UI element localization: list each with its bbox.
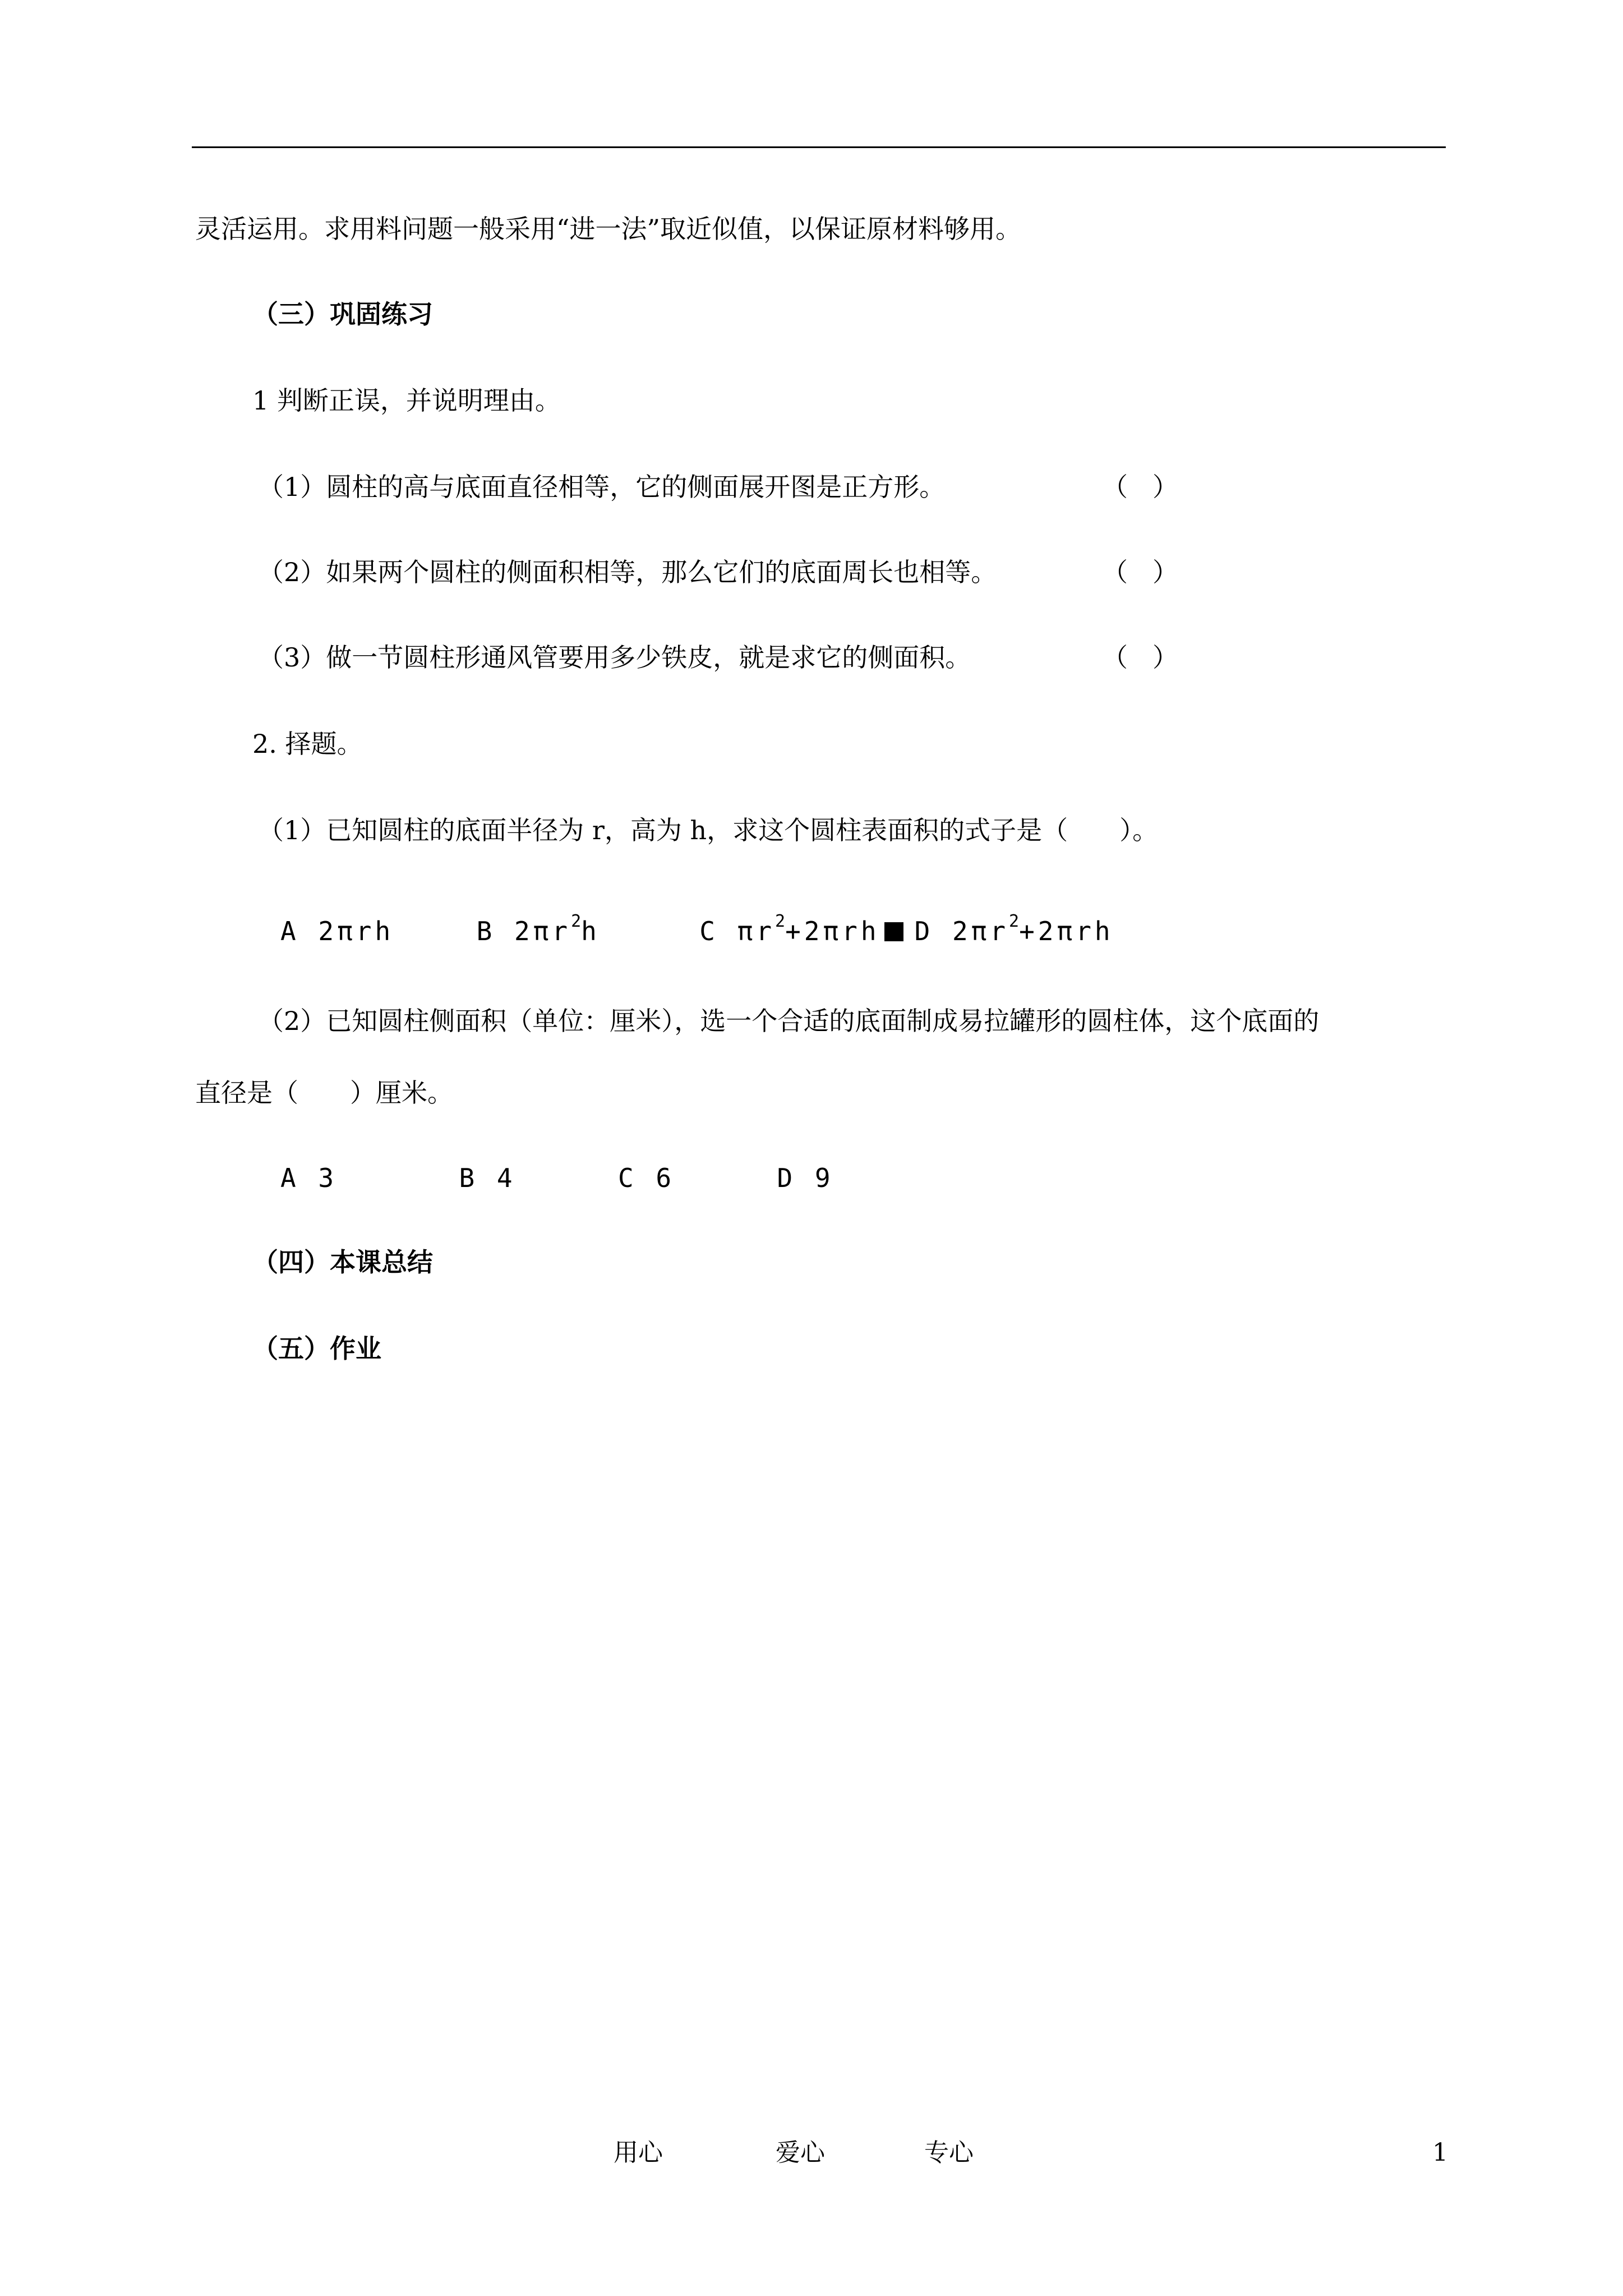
q1-title: 1 判断正误，并说明理由。 — [252, 385, 561, 416]
q1-item-2: （2）如果两个圆柱的侧面积相等，那么它们的底面周长也相等。 — [258, 557, 997, 587]
option-b: B $2\pi r^2h$ — [476, 912, 600, 946]
footer-word-3: 专心 — [924, 2138, 974, 2167]
option-d: D $2\pi r^2+2\pi rh$ — [914, 912, 1114, 946]
filled-square-icon — [884, 922, 903, 941]
q2-sub1-options — [280, 914, 1114, 948]
option-d: D 9 — [777, 1163, 834, 1193]
option-c: C 6 — [618, 1163, 675, 1193]
q2-title: 2. 择题。 — [252, 729, 363, 759]
option-a: A 3 — [280, 1163, 338, 1193]
homework-heading: （五）作业 — [252, 1333, 381, 1364]
footer-word-1: 用心 — [614, 2138, 663, 2167]
page-number: 1 — [1432, 2138, 1448, 2167]
footer-word-2: 爱心 — [776, 2138, 825, 2167]
q2-sub2-options — [280, 1161, 834, 1195]
continuation-text: 灵活运用。求用料问题一般采用“进一法”取近似值，以保证原材料够用。 — [195, 214, 1022, 244]
q1-item-3: （3）做一节圆柱形通风管要用多少铁皮，就是求它的侧面积。 — [258, 642, 971, 673]
q2-sub1-text: （1）已知圆柱的底面半径为 r，高为 h，求这个圆柱表面积的式子是（ ）。 — [258, 815, 1159, 845]
q1-item-1: （1）圆柱的高与底面直径相等，它的侧面展开图是正方形。 — [258, 472, 946, 502]
option-a: A 2πrh — [280, 916, 394, 946]
q1-item-1-answer-blank: （） — [1102, 472, 1203, 502]
option-b: B 4 — [459, 1163, 516, 1193]
q2-sub2-text-line1: （2）已知圆柱侧面积（单位：厘米），选一个合适的底面制成易拉罐形的圆柱体，这个底面的 — [258, 1006, 1320, 1036]
summary-heading: （四）本课总结 — [252, 1247, 433, 1277]
header-rule — [192, 146, 1446, 148]
practice-heading: （三）巩固练习 — [252, 299, 433, 329]
q1-item-2-answer-blank: （） — [1102, 557, 1203, 587]
q2-sub2-text-line2: 直径是（ ）厘米。 — [195, 1078, 453, 1108]
option-c: C $\pi r^2+2\pi rh$ — [699, 912, 880, 946]
q1-item-3-answer-blank: （） — [1102, 642, 1203, 673]
